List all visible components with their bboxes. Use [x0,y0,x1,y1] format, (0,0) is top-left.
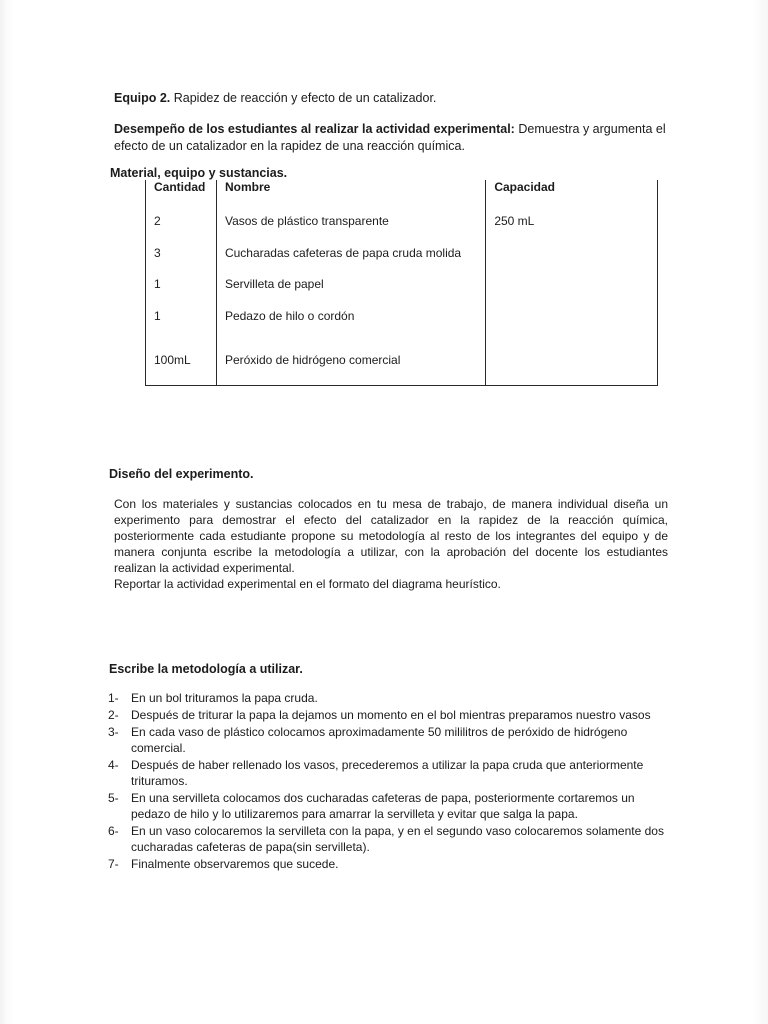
column-header-name: Nombre [216,180,485,202]
materials-table [145,180,658,386]
step-text: En un vaso colocaremos la servilleta con la papa, y en el segundo vaso colocaremos solamente dos cucharadas cafeteras de papa(sin servilleta). [131,824,664,854]
step-number: 6- [108,824,119,838]
table-row [146,331,658,386]
methodology-heading: Escribe la metodología a utilizar. [109,662,303,676]
table-row [146,301,658,331]
cell-quantity: 2 [146,202,217,239]
design-paragraph-2: Reportar la actividad experimental en el formato del diagrama heurístico. [114,577,501,591]
table-row [146,239,658,267]
list-item [108,856,668,872]
design-heading: Diseño del experimento. [109,467,254,481]
design-body [114,496,668,592]
cell-name: Servilleta de papel [216,267,485,301]
performance-label: Desempeño de los estudiantes al realizar la actividad experimental: [114,122,515,136]
table-header-row [146,180,658,202]
cell-capacity [486,301,658,331]
list-item [108,707,668,723]
material-heading: Material, equipo y sustancias. [110,166,288,180]
performance-statement [114,121,674,155]
cell-capacity [486,239,658,267]
step-number: 5- [108,791,119,805]
step-number: 2- [108,708,119,722]
team-label: Equipo 2. [114,91,171,105]
list-item [108,757,668,789]
column-header-quantity: Cantidad [146,180,217,202]
list-item [108,823,668,855]
team-title: Rapidez de reacción y efecto de un catalizador. [173,91,437,105]
methodology-steps [108,690,668,873]
performance-text: Demuestra y argumenta el efecto de un catalizador en la rapidez de una reacción química. [114,122,666,153]
step-text: En una servilleta colocamos dos cucharadas cafeteras de papa, posteriormente cortaremos un pedazo de hilo y lo utilizaremos para amarrar la servilleta y evitar que salga la papa. [131,791,635,821]
step-text: Después de triturar la papa la dejamos un momento en el bol mientras preparamos nuestro vasos [131,708,651,722]
step-text: En un bol trituramos la papa cruda. [131,691,318,705]
step-number: 1- [108,691,119,705]
cell-quantity: 100mL [146,331,217,386]
step-text: Después de haber rellenado los vasos, precederemos a utilizar la papa cruda que anteriormente trituramos. [131,758,644,788]
column-header-capacity: Capacidad [486,180,658,202]
step-number: 3- [108,725,119,739]
team-title-line [114,91,436,105]
design-paragraph-1: Con los materiales y sustancias colocados en tu mesa de trabajo, de manera individual diseña un experimento para demostrar el efecto del catalizador en la rapidez de la reacción química, posteriormente cada estudiante propone su metodología al resto de los integrantes del equipo y de manera conjunta escribe la metodología a utilizar, con la aprobación del docente los estudiantes realizan la actividad experimental. [114,497,668,575]
cell-capacity [486,331,658,386]
list-item [108,790,668,822]
step-number: 7- [108,857,119,871]
cell-name: Peróxido de hidrógeno comercial [216,331,485,386]
cell-capacity: 250 mL [486,202,658,239]
cell-capacity [486,267,658,301]
list-item [108,724,668,756]
step-text: En cada vaso de plástico colocamos aproximadamente 50 mililitros de peróxido de hidrógeno comercial. [131,725,628,755]
table-row [146,202,658,239]
cell-name: Vasos de plástico transparente [216,202,485,239]
table-row [146,267,658,301]
cell-name: Pedazo de hilo o cordón [216,301,485,331]
cell-name: Cucharadas cafeteras de papa cruda molida [216,239,485,267]
cell-quantity: 3 [146,239,217,267]
list-item [108,690,668,706]
cell-quantity: 1 [146,301,217,331]
step-text: Finalmente observaremos que sucede. [131,857,339,871]
cell-quantity: 1 [146,267,217,301]
step-number: 4- [108,758,119,772]
